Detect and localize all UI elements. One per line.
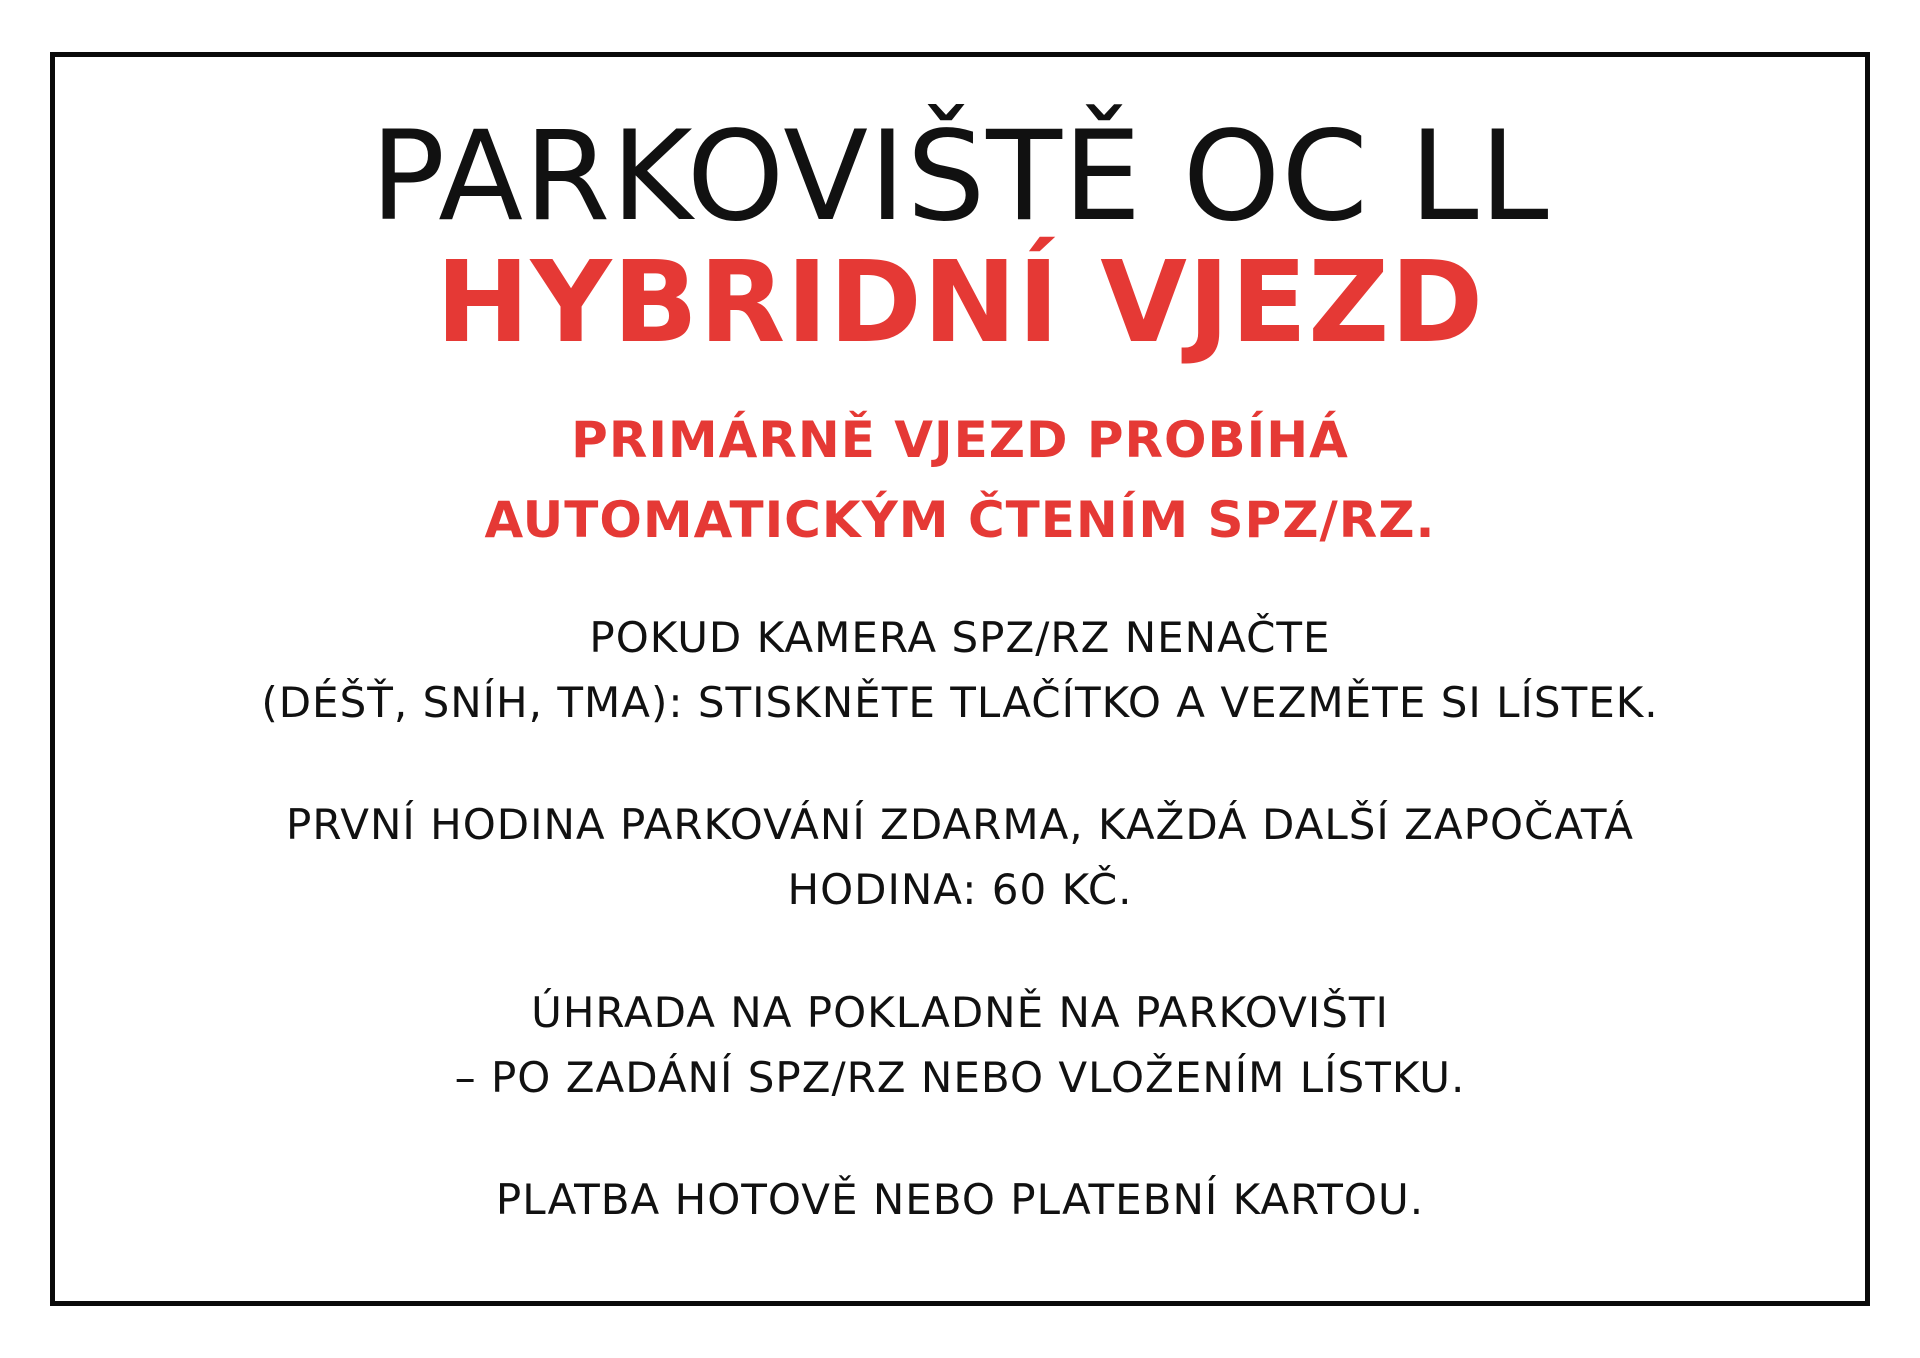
pricing-line-1: PRVNÍ HODINA PARKOVÁNÍ ZDARMA, KAŽDÁ DALŠÍ ZAPOČATÁ [286,800,1634,849]
lead-line-2: AUTOMATICKÝM ČTENÍM SPZ/RZ. [484,491,1436,549]
payment-methods: PLATBA HOTOVĚ NEBO PLATEBNÍ KARTOU. [495,1175,1425,1224]
sign-title: PARKOVIŠTĚ OC LL [370,105,1550,249]
lead-line-1: PRIMÁRNĚ VJEZD PROBÍHÁ [571,411,1349,469]
parking-sign [50,52,1870,1306]
sign-subtitle: HYBRIDNÍ VJEZD [435,238,1485,368]
camera-notice-line-1: POKUD KAMERA SPZ/RZ NENAČTE [589,613,1331,662]
camera-notice-line-2: (DÉŠŤ, SNÍH, TMA): STISKNĚTE TLAČÍTKO A VEZMĚTE SI LÍSTEK. [261,678,1659,727]
payment-location-line-2: – PO ZADÁNÍ SPZ/RZ NEBO VLOŽENÍM LÍSTKU. [454,1053,1466,1102]
payment-location-line-1: ÚHRADA NA POKLADNĚ NA PARKOVIŠTI [531,988,1389,1037]
pricing-line-2: HODINA: 60 KČ. [787,865,1133,914]
